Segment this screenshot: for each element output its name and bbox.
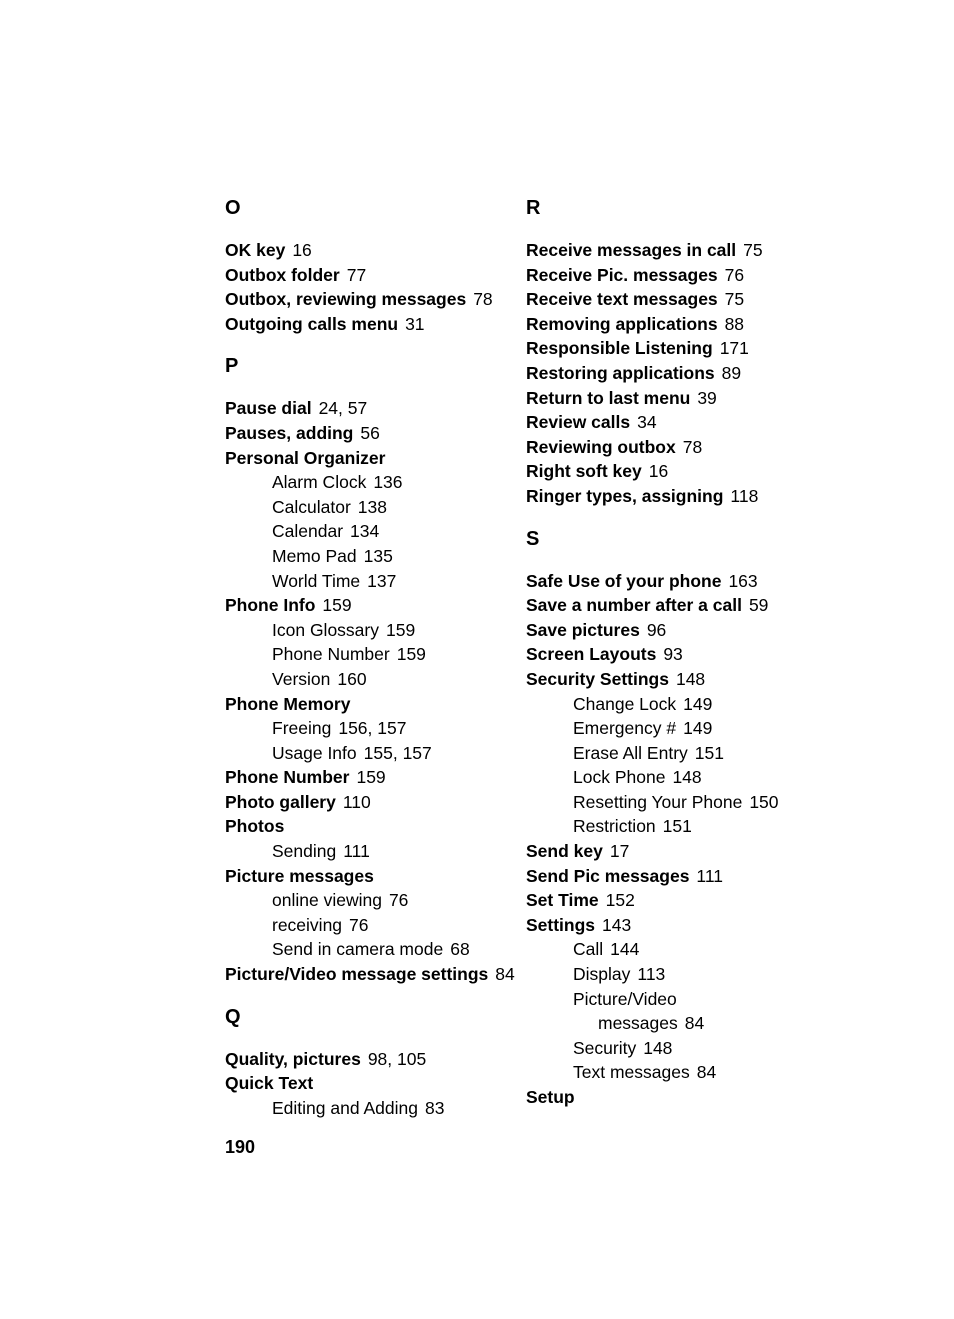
- entry-term: Change Lock: [573, 693, 677, 714]
- entry-term: Text messages: [573, 1062, 690, 1083]
- index-entry: [526, 410, 826, 435]
- entry-pages: 159: [322, 595, 352, 616]
- entry-pages: 149: [683, 693, 713, 714]
- index-subentry: [526, 1060, 826, 1085]
- entry-pages: 137: [367, 570, 397, 591]
- entry-term: Outbox folder: [225, 264, 340, 285]
- entry-term: Restriction: [573, 816, 656, 837]
- entry-pages: 171: [719, 338, 749, 359]
- entry-term: Phone Number: [272, 644, 390, 665]
- page-number: 190: [225, 1137, 256, 1157]
- entry-term: Calendar: [272, 521, 344, 542]
- entry-term: Alarm Clock: [272, 472, 367, 493]
- index-entry: [225, 962, 525, 987]
- entry-term: Right soft key: [526, 461, 642, 482]
- entry-term: messages: [598, 1013, 678, 1034]
- entry-pages: 98, 105: [367, 1048, 427, 1069]
- entry-pages: 148: [643, 1037, 673, 1058]
- entry-term: receiving: [272, 914, 343, 935]
- index-subentry: [526, 790, 826, 815]
- entry-term: Display: [573, 964, 631, 985]
- entry-term: Version: [272, 668, 331, 689]
- entry-pages: 136: [373, 472, 403, 493]
- entry-pages: 16: [292, 240, 312, 260]
- index-subentry: [225, 618, 525, 643]
- entry-term: Phone Memory: [225, 693, 351, 714]
- entry-term: Quality, pictures: [225, 1048, 361, 1069]
- entry-term: Lock Phone: [573, 767, 666, 788]
- entry-pages: 17: [609, 841, 630, 862]
- entry-pages: 148: [675, 668, 706, 689]
- index-subentry: [225, 888, 525, 913]
- entry-term: Save a number after a call: [526, 595, 742, 616]
- entry-term: Erase All Entry: [573, 742, 688, 763]
- entry-term: Phone Number: [225, 767, 350, 788]
- entry-pages: 159: [356, 767, 386, 788]
- entry-pages: 31: [405, 313, 425, 334]
- entry-term: Security: [573, 1037, 637, 1058]
- index-section-s: [526, 527, 826, 1110]
- entry-pages: 89: [721, 362, 742, 383]
- entry-pages: 76: [388, 890, 409, 911]
- entry-term: Pauses, adding: [225, 422, 354, 443]
- index-subentry: [526, 1011, 826, 1036]
- entry-pages: 163: [728, 570, 758, 591]
- index-entry: [225, 593, 525, 618]
- index-subentry: [225, 839, 525, 864]
- entry-term: Quick Text: [225, 1073, 314, 1094]
- index-subentry: [526, 814, 826, 839]
- entry-term: Screen Layouts: [526, 644, 657, 665]
- index-subentry: [225, 519, 525, 544]
- index-entry: [225, 238, 525, 263]
- entry-pages: 144: [610, 939, 640, 960]
- entry-pages: 75: [724, 289, 745, 310]
- entry-term: Pause dial: [225, 398, 312, 419]
- entry-pages: 152: [605, 890, 635, 911]
- entry-pages: 68: [450, 939, 470, 960]
- entry-term: Resetting Your Phone: [573, 791, 743, 812]
- index-subentry: [225, 741, 525, 766]
- entry-term: Ringer types, assigning: [526, 485, 724, 506]
- entry-pages: 84: [696, 1062, 717, 1083]
- entry-term: Picture messages: [225, 865, 374, 886]
- index-entry: [526, 238, 826, 263]
- entry-term: Security Settings: [526, 668, 669, 689]
- entry-pages: 151: [694, 742, 724, 763]
- index-entry: [526, 484, 826, 509]
- entry-term: Personal Organizer: [225, 447, 386, 468]
- entry-pages: 39: [697, 387, 717, 408]
- entry-term: World Time: [272, 570, 361, 591]
- entry-term: Setup: [526, 1087, 575, 1107]
- index-entry: [526, 618, 826, 643]
- index-entry: [526, 593, 826, 618]
- entry-term: Receive text messages: [526, 289, 718, 310]
- entry-pages: 143: [602, 914, 632, 935]
- entry-pages: 77: [346, 264, 367, 285]
- index-entry: [225, 1071, 525, 1096]
- entry-pages: 148: [672, 767, 702, 788]
- entry-pages: 24, 57: [318, 398, 368, 419]
- index-entry: [225, 287, 525, 312]
- entry-term: Responsible Listening: [526, 338, 713, 359]
- entry-pages: 135: [363, 545, 393, 566]
- entry-term: online viewing: [272, 890, 382, 911]
- entry-term: Icon Glossary: [272, 619, 379, 640]
- entry-term: Photo gallery: [225, 791, 336, 812]
- entry-pages: 150: [749, 791, 779, 812]
- entry-pages: 93: [663, 644, 683, 665]
- entry-term: Calculator: [272, 496, 351, 517]
- index-subentry: [526, 765, 826, 790]
- index-entry: [526, 312, 826, 337]
- entry-pages: 118: [730, 485, 759, 506]
- index-entry: [225, 765, 525, 790]
- entry-pages: 34: [637, 412, 657, 433]
- entry-pages: 111: [696, 865, 724, 886]
- entry-term: Safe Use of your phone: [526, 570, 722, 591]
- entry-term: Reviewing outbox: [526, 436, 676, 457]
- index-subentry: [225, 495, 525, 520]
- entry-pages: 76: [724, 264, 745, 285]
- entry-pages: 159: [385, 619, 416, 640]
- entry-term: Picture/Video: [573, 988, 677, 1009]
- index-entry: [526, 839, 826, 864]
- entry-pages: 151: [662, 816, 692, 837]
- entry-term: Return to last menu: [526, 387, 691, 408]
- index-entry: [225, 692, 525, 717]
- entry-pages: 96: [646, 619, 667, 640]
- entry-pages: 159: [396, 644, 426, 665]
- index-subentry: [526, 962, 826, 987]
- entry-term: Memo Pad: [272, 545, 357, 566]
- index-subentry: [225, 470, 525, 495]
- index-entry: [526, 459, 826, 484]
- index-subentry: [526, 692, 826, 717]
- entry-pages: 78: [473, 289, 493, 310]
- index-section-r: [526, 196, 826, 509]
- entry-pages: 76: [349, 914, 369, 935]
- index-entry: [225, 396, 525, 421]
- index-subentry: [526, 1036, 826, 1061]
- index-subentry: [225, 642, 525, 667]
- index-subentry: [225, 667, 525, 692]
- entry-pages: 59: [748, 595, 769, 616]
- index-entry: [526, 336, 826, 361]
- section-letter: S: [526, 527, 540, 550]
- entry-term: Save pictures: [526, 619, 640, 640]
- entry-pages: 110: [342, 791, 371, 812]
- index-subentry: [526, 741, 826, 766]
- entry-term: Call: [573, 939, 604, 960]
- entry-term: Settings: [526, 914, 596, 935]
- entry-term: Receive messages in call: [526, 240, 737, 260]
- index-entry: [225, 814, 525, 839]
- index-entry: [526, 361, 826, 386]
- index-subentry: [225, 937, 525, 962]
- entry-term: Restoring applications: [526, 362, 715, 383]
- index-entry: [225, 446, 525, 471]
- entry-term: Sending: [272, 841, 337, 862]
- entry-term: Send Pic messages: [526, 865, 690, 886]
- entry-term: Phone Info: [225, 595, 316, 616]
- entry-pages: 83: [424, 1097, 445, 1118]
- entry-term: Receive Pic. messages: [526, 264, 718, 285]
- entry-term: Outbox, reviewing messages: [225, 289, 467, 310]
- index-entry: [526, 642, 826, 667]
- entry-term: Removing applications: [526, 313, 718, 334]
- entry-pages: 113: [637, 964, 666, 985]
- entry-term: Photos: [225, 816, 285, 837]
- index-subentry: [225, 569, 525, 594]
- index-subentry: [225, 913, 525, 938]
- index-entry: [225, 421, 525, 446]
- section-letter: P: [225, 355, 239, 378]
- entry-term: Send in camera mode: [272, 939, 444, 960]
- index-subentry: [526, 937, 826, 962]
- entry-pages: 75: [743, 240, 763, 260]
- index-entry: [526, 667, 826, 692]
- entry-pages: 84: [495, 964, 515, 985]
- entry-term: Editing and Adding: [272, 1097, 418, 1118]
- entry-pages: 16: [648, 461, 669, 482]
- index-entry: [526, 913, 826, 938]
- entry-pages: 138: [357, 496, 387, 517]
- index-entry: [526, 569, 826, 594]
- entry-term: Usage Info: [272, 742, 357, 763]
- index-entry: [526, 386, 826, 411]
- entry-pages: 56: [360, 422, 380, 443]
- index-subentry: [225, 544, 525, 569]
- index-entry: [225, 1047, 525, 1072]
- index-entry: [225, 263, 525, 288]
- index-subentry: [526, 987, 826, 1012]
- index-subentry: [526, 716, 826, 741]
- entry-term: Review calls: [526, 412, 631, 433]
- entry-term: Emergency #: [573, 718, 677, 739]
- entry-pages: 160: [337, 668, 367, 689]
- entry-pages: 78: [682, 436, 703, 457]
- entry-pages: 111: [343, 841, 370, 862]
- index-entry: [526, 888, 826, 913]
- entry-pages: 84: [684, 1013, 705, 1034]
- index-section-q: [225, 1005, 525, 1121]
- entry-term: Send key: [526, 841, 603, 862]
- section-letter: Q: [225, 1005, 241, 1028]
- entry-pages: 156, 157: [338, 718, 407, 739]
- index-subentry: [225, 1096, 525, 1121]
- entry-pages: 155, 157: [363, 742, 432, 763]
- section-letter: O: [225, 197, 241, 219]
- index-subentry: [225, 716, 525, 741]
- index-entry: [526, 864, 826, 889]
- index-entry: [526, 435, 826, 460]
- section-letter: R: [526, 197, 541, 219]
- entry-pages: 134: [350, 521, 380, 542]
- index-entry: [225, 790, 525, 815]
- index-entry: [526, 263, 826, 288]
- entry-pages: 149: [683, 718, 713, 739]
- index-column-right: [526, 196, 826, 1128]
- entry-term: OK key: [225, 240, 286, 260]
- index-entry: [225, 312, 525, 337]
- entry-pages: 88: [724, 313, 745, 334]
- index-column-left: [225, 196, 525, 1138]
- entry-term: Picture/Video message settings: [225, 964, 489, 985]
- index-entry: [526, 287, 826, 312]
- index-section-o: [225, 196, 525, 336]
- entry-term: Set Time: [526, 890, 599, 911]
- entry-term: Outgoing calls menu: [225, 313, 399, 334]
- index-entry: [526, 1085, 826, 1110]
- index-entry: [225, 864, 525, 889]
- entry-term: Freeing: [272, 718, 332, 739]
- index-section-p: [225, 354, 525, 986]
